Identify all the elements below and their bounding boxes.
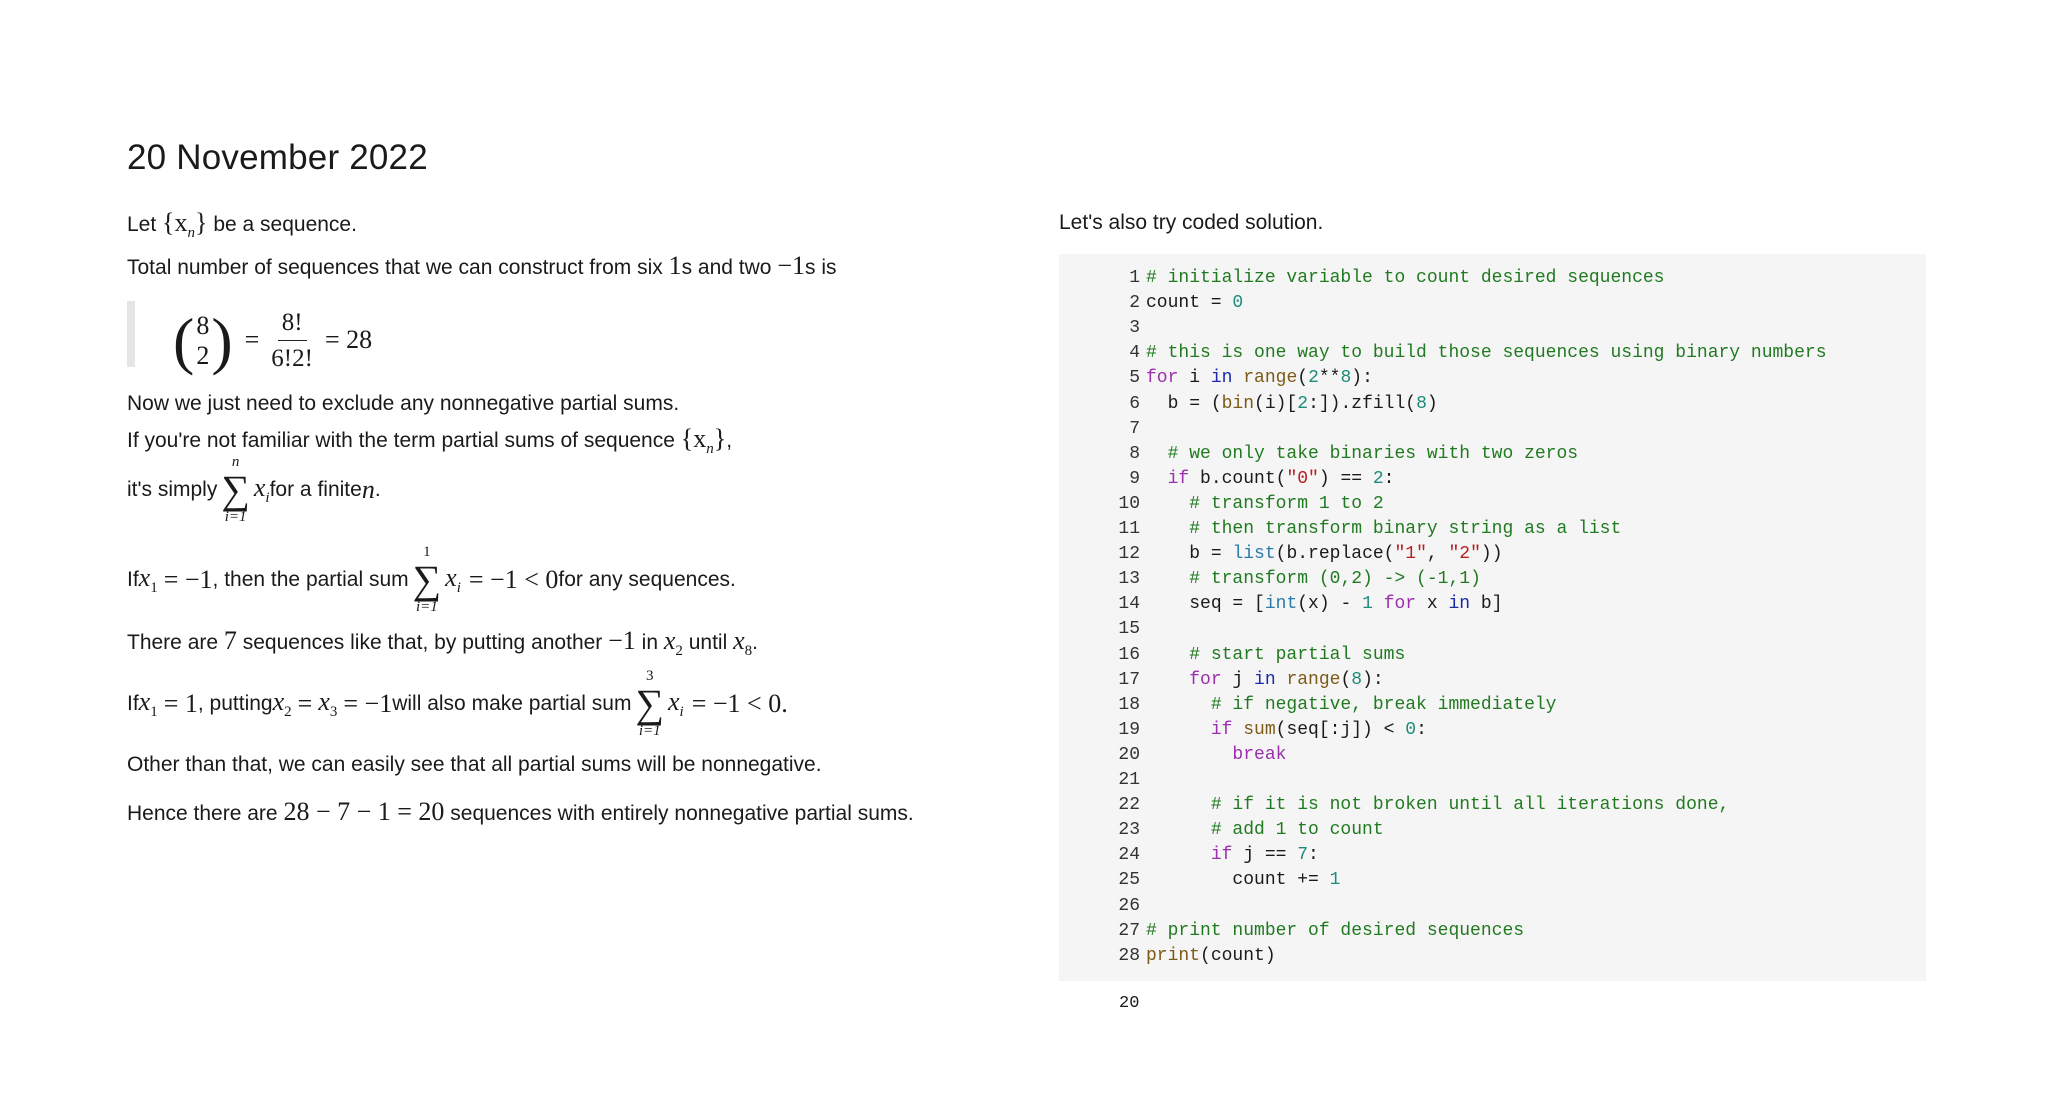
line-number: 28: [1118, 945, 1140, 966]
fraction-numerator: 8!: [278, 305, 307, 341]
code-line: [1059, 368, 1373, 393]
text-fragment: If: [127, 692, 139, 716]
code-line: [1059, 268, 1664, 293]
code-text: [1146, 569, 1481, 589]
code-token: (: [1340, 669, 1352, 690]
code-token: sum: [1243, 719, 1276, 740]
text-line-other: [127, 750, 822, 779]
code-token: # transform 1 to 2: [1189, 493, 1384, 514]
code-token: if: [1167, 468, 1190, 489]
code-token: # if it is not broken until all iterations done,: [1210, 795, 1730, 816]
code-token: [1373, 594, 1384, 614]
text-line-sequence: [127, 205, 357, 244]
code-token: ) ==: [1318, 468, 1373, 489]
math-x1: $x_1$: [138, 687, 158, 721]
math-fragment: −1: [608, 626, 636, 655]
binom-top: 8: [196, 310, 210, 340]
code-text: [1146, 921, 1524, 941]
code-text: [1146, 394, 1438, 414]
code-token: for: [1146, 368, 1179, 389]
code-token: ): [1426, 393, 1438, 414]
text-fragment: for any sequences.: [558, 568, 736, 592]
text-fragment: Now we just need to exclude any nonnegative partial sums.: [127, 392, 680, 415]
code-line: [1059, 795, 1729, 820]
code-line: [1059, 594, 1503, 619]
code-line: [1059, 845, 1319, 870]
sigma-icon: ∑: [635, 681, 664, 726]
math-x3: $x_3$: [318, 687, 338, 721]
math-fragment: =: [297, 688, 313, 718]
line-number: 5: [1129, 368, 1140, 389]
text-fragment: sequences like that, by putting another: [236, 631, 609, 654]
math-fragment: {x: [162, 208, 188, 237]
code-line: [1059, 896, 1146, 921]
code-line: [1059, 544, 1503, 569]
text-line-seven: [127, 623, 758, 662]
code-token: (b.replace(: [1275, 544, 1395, 565]
code-token: # add 1 to count: [1210, 820, 1384, 841]
line-number: 9: [1129, 468, 1140, 489]
math-x8: $x_8$: [733, 626, 753, 660]
code-line: [1059, 444, 1578, 469]
code-token: [1232, 368, 1243, 388]
code-token: if: [1210, 719, 1233, 740]
text-line-conclusion: [127, 794, 914, 830]
code-token: 2: [1297, 393, 1309, 414]
code-token: list: [1232, 544, 1276, 565]
blockquote-bar: [127, 301, 135, 367]
code-text: [1146, 946, 1276, 966]
code-text: [1146, 594, 1503, 614]
math-fragment: 1: [668, 251, 682, 280]
code-text: [1146, 645, 1405, 665]
code-token: i: [1178, 368, 1211, 389]
equals-sign: =: [244, 325, 260, 355]
code-text: [1146, 368, 1373, 388]
code-line: [1059, 293, 1243, 318]
code-text: [1146, 820, 1384, 840]
code-token: 7: [1297, 845, 1309, 866]
code-line: [1059, 820, 1384, 845]
code-line: [1059, 318, 1146, 343]
text-fragment: sequences with entirely nonnegative partial sums.: [444, 802, 914, 825]
math-set: [162, 208, 208, 242]
binom-stack: [196, 311, 209, 371]
code-token: j ==: [1232, 845, 1298, 866]
code-token: b]: [1470, 594, 1503, 615]
code-token: # we only take binaries with two zeros: [1167, 443, 1579, 464]
code-line: [1059, 946, 1276, 971]
binomial-equation: [173, 305, 372, 376]
code-token: count +=: [1232, 870, 1330, 891]
line-number: 16: [1118, 644, 1140, 665]
code-token: seq = [: [1189, 594, 1265, 615]
code-line: [1059, 745, 1286, 770]
sum-lower-limit: i=1: [638, 723, 661, 739]
line-number: 11: [1118, 519, 1140, 539]
line-number: 21: [1118, 770, 1140, 790]
code-token: in: [1210, 368, 1233, 389]
code-token: 2: [1308, 368, 1319, 389]
code-line: [1059, 670, 1384, 695]
code-text: [1146, 845, 1319, 865]
code-line: [1059, 343, 1827, 368]
sum-lower-limit: i=1: [224, 509, 247, 525]
text-fragment: ,: [726, 429, 733, 452]
paren-right: ): [211, 304, 233, 376]
code-token: in: [1448, 594, 1471, 615]
math-n: n: [361, 474, 375, 504]
line-number: 27: [1118, 920, 1140, 941]
code-token: 0: [1232, 293, 1244, 314]
code-token: bin: [1221, 393, 1255, 414]
line-number: 26: [1118, 895, 1140, 916]
code-token: [1276, 670, 1287, 690]
code-text: [1146, 444, 1578, 464]
line-number: 14: [1118, 594, 1140, 615]
code-token: print: [1146, 945, 1201, 966]
code-text: [1146, 720, 1427, 740]
code-text: [1146, 544, 1503, 564]
code-token: j: [1221, 669, 1255, 690]
line-number: 1: [1129, 268, 1140, 288]
code-token: # start partial sums: [1189, 644, 1406, 665]
line-number: 4: [1129, 343, 1140, 364]
math-xi: $x_i$: [667, 687, 684, 721]
summation: [221, 455, 250, 525]
code-token: # transform (0,2) -> (-1,1): [1189, 569, 1481, 590]
math-fragment: 28 − 7 − 1 = 20: [283, 797, 445, 826]
code-token: **: [1318, 368, 1341, 389]
math-fragment: }: [195, 208, 208, 237]
code-token: )): [1480, 544, 1503, 565]
code-token: "2": [1448, 544, 1481, 565]
text-fragment: If: [127, 568, 139, 592]
page-title: 20 November 2022: [127, 138, 428, 177]
line-number: 2: [1129, 293, 1140, 314]
text-line-first-negative: [127, 545, 736, 615]
text-line-exclude: [127, 389, 679, 418]
text-line-first-positive: [127, 669, 788, 739]
sum-upper-limit: 1: [423, 544, 431, 560]
code-line: [1059, 720, 1427, 745]
fraction-denominator: 6!2!: [271, 345, 313, 372]
code-token: range: [1243, 368, 1298, 389]
binom-bottom: 2: [196, 340, 210, 370]
line-number: 22: [1118, 795, 1140, 816]
text-fragment: in: [635, 631, 664, 654]
math-fragment: = −1: [163, 564, 213, 594]
period: .: [752, 631, 758, 654]
text-line-count: [127, 248, 837, 284]
text-fragment: be a sequence.: [207, 213, 357, 236]
code-token: [1232, 720, 1243, 740]
code-token: (i)[: [1254, 393, 1298, 414]
line-number: 23: [1118, 820, 1140, 841]
code-token: # then transform binary string as a list: [1189, 519, 1622, 539]
code-text: [1146, 494, 1384, 514]
math-fragment: {x: [680, 424, 707, 453]
line-number: 20: [1118, 744, 1140, 765]
code-line: [1059, 419, 1146, 444]
text-fragment: Hence there are: [127, 802, 284, 825]
code-token: # if negative, break immediately: [1210, 694, 1557, 715]
code-token: # print number of desired sequences: [1146, 920, 1525, 941]
code-line: [1059, 770, 1146, 795]
code-token: 8: [1416, 393, 1427, 414]
code-token: 8: [1351, 669, 1363, 690]
line-number: 17: [1118, 669, 1140, 690]
math-fragment: 7: [223, 626, 237, 655]
line-number: 12: [1118, 544, 1140, 565]
sigma-icon: ∑: [221, 467, 250, 512]
code-text: [1146, 695, 1556, 715]
math-subscript: n: [706, 441, 714, 458]
code-line: [1059, 870, 1340, 895]
sum-lower-limit: i=1: [416, 599, 438, 615]
text-fragment: , putting: [197, 692, 273, 716]
line-number: 6: [1129, 393, 1140, 414]
code-token: 2: [1372, 468, 1384, 489]
code-token: b = (: [1167, 393, 1222, 414]
code-text: [1146, 870, 1340, 890]
text-fragment: Other than that, we can easily see that all partial sums will be nonnegative.: [127, 753, 822, 776]
text-fragment: If you're not familiar with the term partial sums of sequence: [127, 429, 681, 452]
code-token: (count): [1200, 945, 1276, 966]
period: .: [374, 478, 381, 502]
text-fragment: it's simply: [127, 478, 218, 502]
summation: [635, 669, 664, 739]
math-fragment: = −1 < 0: [468, 564, 559, 594]
sigma-icon: ∑: [412, 557, 442, 602]
text-fragment: s and two: [681, 256, 778, 279]
text-line-sum-def: [127, 455, 381, 525]
code-line: [1059, 519, 1621, 544]
line-number: 7: [1129, 418, 1140, 439]
math-fragment: −1: [777, 251, 805, 280]
code-token: 1: [1362, 594, 1373, 615]
code-token: :: [1383, 468, 1395, 489]
math-xi: $x_i$: [253, 473, 270, 507]
code-token: 8: [1340, 368, 1352, 389]
text-fragment: until: [682, 631, 734, 654]
math-fragment: = 1: [163, 688, 198, 718]
line-number: 18: [1118, 694, 1140, 715]
text-fragment: There are: [127, 631, 224, 654]
code-text: [1146, 343, 1827, 363]
code-token: 1: [1329, 870, 1341, 891]
summation: [413, 545, 442, 615]
line-number: 15: [1118, 619, 1140, 640]
line-number: 3: [1129, 318, 1140, 339]
math-x2: $x_2$: [663, 626, 683, 660]
code-token: (x) -: [1297, 594, 1363, 615]
code-text: [1146, 293, 1243, 313]
line-number: 8: [1129, 443, 1140, 464]
page-number: 20: [1119, 994, 1140, 1013]
code-token: # initialize variable to count desired sequences: [1146, 268, 1665, 288]
math-fragment: }: [713, 424, 727, 453]
code-token: "0": [1286, 468, 1319, 489]
code-token: break: [1232, 744, 1287, 765]
code-line: [1059, 394, 1438, 419]
code-line: [1059, 569, 1481, 594]
code-line: [1059, 469, 1394, 494]
code-text: [1146, 745, 1286, 765]
fraction: [271, 305, 313, 376]
line-number: 19: [1118, 719, 1140, 740]
code-token: :: [1308, 845, 1319, 866]
line-number: 24: [1118, 845, 1140, 866]
binom-result: = 28: [324, 325, 373, 355]
paren-left: (: [173, 304, 195, 376]
code-token: count =: [1146, 293, 1233, 314]
math-x2: $x_2$: [272, 687, 292, 721]
code-token: if: [1210, 845, 1233, 866]
math-xi: $x_i$: [445, 563, 461, 597]
code-line: [1059, 619, 1146, 644]
line-number: 13: [1118, 569, 1140, 590]
line-number: 10: [1118, 493, 1140, 514]
code-line: [1059, 645, 1405, 670]
math-subscript: n: [187, 225, 196, 242]
code-text: [1146, 670, 1384, 690]
text-fragment: s is: [805, 256, 837, 279]
code-text: [1146, 519, 1621, 539]
code-token: (seq[:j]) <: [1275, 719, 1406, 740]
code-token: for: [1383, 594, 1417, 615]
code-token: b =: [1189, 544, 1233, 565]
code-token: ,: [1426, 544, 1449, 565]
code-token: 0: [1405, 719, 1417, 740]
code-line: [1059, 494, 1384, 519]
code-token: range: [1286, 669, 1341, 690]
text-fragment: Total number of sequences that we can construct from six: [127, 256, 669, 279]
code-text: [1146, 469, 1394, 489]
code-text: [1146, 795, 1729, 815]
code-token: for: [1189, 669, 1222, 690]
text-fragment: Let: [127, 213, 163, 236]
math-fragment: = −1: [343, 688, 393, 718]
code-token: ):: [1362, 669, 1384, 690]
code-token: :]).zfill(: [1308, 393, 1417, 414]
text-fragment: will also make partial sum: [392, 692, 632, 716]
code-block: [1059, 254, 1926, 981]
code-line: [1059, 695, 1556, 720]
sum-upper-limit: n: [231, 454, 240, 470]
text-fragment: for a finite: [269, 478, 362, 502]
code-token: "1": [1394, 544, 1427, 565]
code-token: # this is one way to build those sequences using binary numbers: [1146, 343, 1827, 364]
code-line: [1059, 921, 1524, 946]
code-token: (: [1297, 368, 1309, 389]
code-token: x: [1416, 594, 1449, 615]
code-token: b.count(: [1189, 468, 1287, 489]
text-fragment: , then the partial sum: [212, 568, 409, 592]
code-token: :: [1416, 719, 1427, 740]
math-fragment: = −1 < 0.: [691, 688, 788, 718]
code-token: ):: [1351, 368, 1373, 389]
line-number: 25: [1118, 870, 1140, 891]
math-set: [680, 424, 727, 458]
code-token: int: [1264, 594, 1298, 615]
code-token: in: [1254, 669, 1276, 690]
code-intro: Let's also try coded solution.: [1059, 211, 1324, 234]
sum-upper-limit: 3: [645, 668, 654, 684]
math-x1: $x_1$: [138, 563, 158, 597]
code-text: [1146, 268, 1664, 288]
